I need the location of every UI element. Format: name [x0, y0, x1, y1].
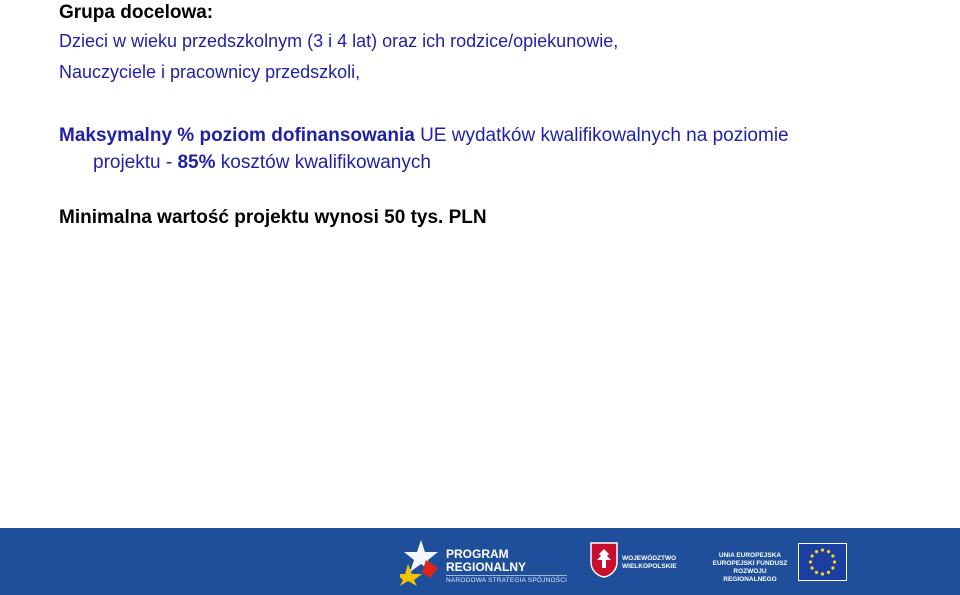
program-regionalny-title: PROGRAM REGIONALNY	[446, 547, 527, 574]
cofinancing-paragraph	[59, 122, 919, 176]
eu-flag-icon	[798, 543, 847, 581]
cofinancing-label: Maksymalny % poziom dofinansowania	[59, 125, 415, 146]
eu-fund-logo	[706, 543, 846, 581]
wielkopolskie-name: WOJEWÓDZTWO WIELKOPOLSKIE	[622, 555, 677, 570]
cofinancing-text: UE wydatków kwalifikowalnych na poziomie	[414, 125, 789, 146]
cofinancing-line-1	[59, 122, 919, 149]
cofinancing-suffix: kosztów kwalifikowanych	[215, 152, 431, 173]
cofinancing-prefix: projektu -	[93, 152, 178, 173]
eu-fund-name: UNIA EUROPEJSKA EUROPEJSKI FUNDUSZ ROZWOJU REGIONALNEGO	[712, 552, 788, 583]
program-regionalny-logo	[400, 536, 568, 588]
program-regionalny-subtitle: NARODOWA STRATEGIA SPÓJNOŚCI	[446, 577, 568, 584]
target-group-teachers: Nauczyciele i pracownicy przedszkoli,	[59, 62, 361, 82]
star-emblem-icon	[400, 538, 442, 586]
cofinancing-percent: 85%	[177, 152, 216, 173]
wielkopolskie-logo	[590, 542, 690, 582]
minimum-project-value: Minimalna wartość projektu wynosi 50 tys. PLN	[59, 207, 487, 228]
footer-logo-bar	[0, 528, 960, 595]
target-group-children: Dzieci w wieku przedszkolnym (3 i 4 lat) oraz ich rodzice/opiekunowie,	[59, 31, 619, 51]
slide-heading: Grupa docelowa:	[59, 2, 214, 23]
coat-of-arms-icon	[590, 542, 618, 578]
cofinancing-line-2	[59, 149, 919, 176]
